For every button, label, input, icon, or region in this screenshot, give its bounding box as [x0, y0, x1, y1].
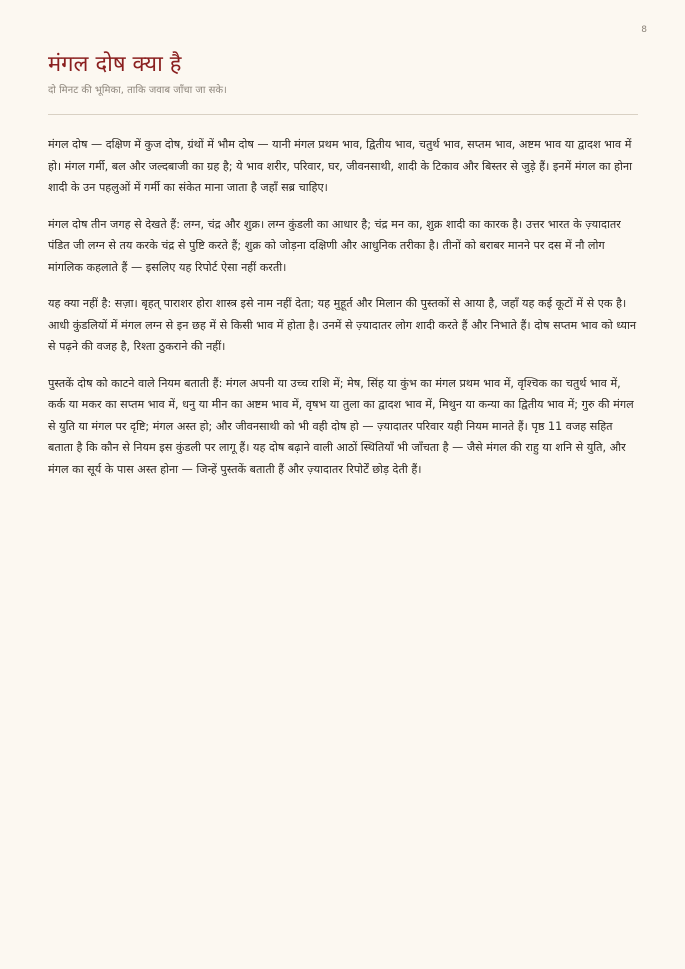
- paragraph-what-it-is-not: यह क्या नहीं है: सज़ा। बृहत् पाराशर होरा शास्त्र इसे नाम नहीं देता; यह मुहूर्त और मिलान की पुस्तकों से आया है, जहाँ यह कई कूटों में से एक है। आधी कुंडलियों में मंगल लग्न से इन छह में से किसी भाव में होता है। उनमें से ज़्यादातर लोग शादी करते हैं और निभाते हैं। दोष सप्तम भाव को ध्यान से पढ़ने की वजह है, रिश्ता ठुकराने की नहीं।: [48, 297, 637, 353]
- paragraph-reference-points: मंगल दोष तीन जगह से देखते हैं: लग्न, चंद्र और शुक्र। लग्न कुंडली का आधार है; चंद्र मन का, शुक्र शादी का कारक है। उत्तर भारत के ज़्यादातर पंडित जी लग्न से तय करके चंद्र से पुष्टि करते हैं; शुक्र को जोड़ना दक्षिणी और आधुनिक तरीका है। तीनों को बराबर मानने पर दस में नौ लोग मांगलिक कहलाते हैं — इसलिए यह रिपोर्ट ऐसा नहीं करती।: [48, 217, 621, 274]
- page-number: 8: [641, 25, 647, 35]
- section-subtitle: दो मिनट की भूमिका, ताकि जवाब जाँचा जा सके।: [48, 85, 227, 96]
- body-text: [48, 134, 638, 495]
- paragraph-cancellation-rules: पुस्तकें दोष को काटने वाले नियम बताती हैं: मंगल अपनी या उच्च राशि में; मेष, सिंह या कुंभ का मंगल प्रथम भाव में, वृश्चिक का चतुर्थ भाव में, कर्क या मकर का सप्तम भाव में, धनु या मीन का अष्टम भाव में, वृषभ या तुला का द्वादश भाव में, मिथुन या कन्या का द्वितीय भाव में; गुरु की मंगल से युति या मंगल पर दृष्टि; मंगल अस्त हो; और जीवनसाथी को भी वही दोष हो — ज़्यादातर परिवार यही नियम मानते हैं। पृष्ठ 11 वजह सहित बताता है कि कौन से नियम इस कुंडली पर लागू हैं। यह दोष बढ़ाने वाली आठों स्थितियाँ भी जाँचता है — जैसे मंगल की राहु या शनि से युति, और मंगल का सूर्य के पास अस्त होना — जिन्हें पुस्तकें बताती हैं और ज़्यादातर रिपोर्टें छोड़ देती हैं।: [48, 376, 634, 476]
- section-title: मंगल दोष क्या है: [48, 52, 182, 77]
- header-divider: [48, 114, 638, 115]
- paragraph-definition: मंगल दोष — दक्षिण में कुज दोष, ग्रंथों में भौम दोष — यानी मंगल प्रथम भाव, द्वितीय भाव, चतुर्थ भाव, सप्तम भाव, अष्टम भाव या द्वादश भाव में हो। मंगल गर्मी, बल और जल्दबाजी का ग्रह है; ये भाव शरीर, परिवार, घर, जीवनसाथी, शादी के टिकाव और बिस्तर से जुड़े हैं। इनमें मंगल का होना शादी के उन पहलुओं में गर्मी का संकेत माना जाता है जहाँ सब्र चाहिए।: [48, 138, 632, 194]
- section-header: [48, 50, 638, 98]
